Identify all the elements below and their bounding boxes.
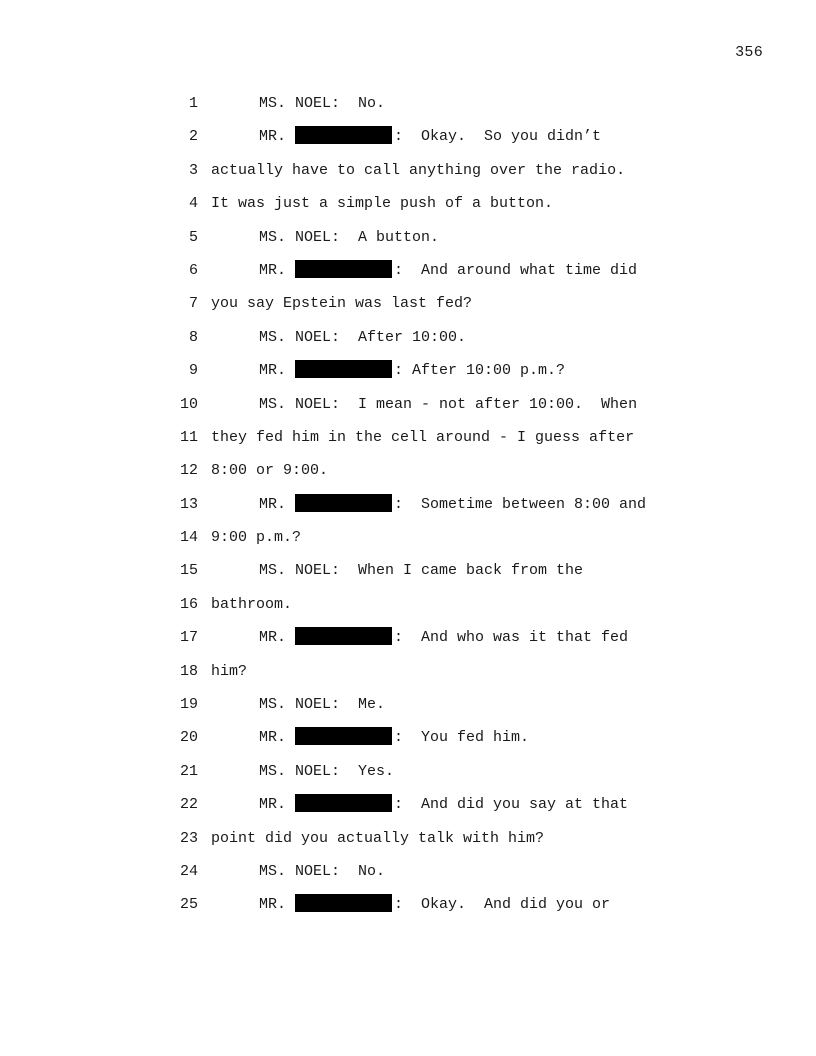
line-content: : You fed him.	[394, 729, 530, 747]
speaker-label: MS. NOEL:	[259, 395, 341, 413]
line-number: 14	[179, 529, 198, 547]
transcript-line	[0, 621, 816, 654]
line-number: 12	[179, 462, 198, 480]
line-text	[211, 187, 553, 220]
line-content: When I came back from the	[340, 562, 584, 580]
transcript-line	[0, 154, 816, 187]
line-number: 17	[179, 629, 198, 647]
line-number: 8	[188, 328, 198, 346]
line-number: 9	[188, 362, 198, 380]
redaction-block	[295, 360, 392, 378]
line-number: 6	[188, 261, 198, 279]
line-content: Yes.	[340, 762, 395, 780]
line-content: : Sometime between 8:00 and	[394, 495, 647, 513]
transcript-line	[0, 655, 816, 688]
line-content: 8:00 or 9:00.	[211, 462, 329, 480]
line-text	[211, 421, 634, 454]
line-content: It was just a simple push of a button.	[211, 195, 554, 213]
line-content: No.	[340, 95, 386, 112]
line-text	[211, 120, 601, 153]
line-number: 7	[188, 295, 198, 313]
line-content: bathroom.	[211, 595, 293, 613]
speaker-label: MR.	[259, 629, 287, 647]
speaker-label: MS. NOEL:	[259, 228, 341, 246]
line-number: 20	[179, 729, 198, 747]
line-content: : And around what time did	[394, 261, 638, 279]
line-number: 19	[179, 696, 198, 714]
redaction-block	[295, 126, 392, 144]
line-text	[211, 721, 529, 754]
transcript-line	[0, 688, 816, 721]
speaker-label: MR.	[259, 896, 287, 914]
line-content: : After 10:00 p.m.?	[394, 362, 566, 380]
transcript-line	[0, 554, 816, 587]
line-number: 1	[188, 95, 198, 112]
transcript-line	[0, 254, 816, 287]
transcript-line	[0, 454, 816, 487]
transcript-line	[0, 521, 816, 554]
transcript-line	[0, 187, 816, 220]
transcript-line	[0, 287, 816, 320]
redaction-block	[295, 794, 392, 812]
line-number: 21	[179, 762, 198, 780]
line-text	[211, 855, 385, 888]
line-content: : Okay. So you didn’t	[394, 128, 602, 146]
line-text	[211, 287, 472, 320]
line-number: 5	[188, 228, 198, 246]
line-content: After 10:00.	[340, 328, 467, 346]
speaker-label: MR.	[259, 261, 287, 279]
line-text	[211, 822, 544, 855]
line-content: actually have to call anything over the radio.	[211, 161, 626, 179]
line-number: 3	[188, 161, 198, 179]
line-content: you say Epstein was last fed?	[211, 295, 473, 313]
line-number: 2	[188, 128, 198, 146]
line-text	[211, 554, 583, 587]
line-text	[211, 454, 328, 487]
redaction-block	[295, 494, 392, 512]
transcript-line	[0, 120, 816, 153]
line-text	[211, 388, 637, 421]
transcript-line	[0, 488, 816, 521]
transcript-body	[0, 87, 816, 922]
line-number: 18	[179, 662, 198, 680]
line-content: : Okay. And did you or	[394, 896, 611, 914]
line-content: No.	[340, 862, 386, 880]
speaker-label: MS. NOEL:	[259, 95, 341, 112]
line-text	[211, 254, 637, 287]
line-text	[211, 888, 610, 921]
line-text	[211, 621, 628, 654]
line-text	[211, 354, 565, 387]
transcript-line	[0, 588, 816, 621]
line-text	[211, 688, 385, 721]
redaction-block	[295, 894, 392, 912]
transcript-line	[0, 788, 816, 821]
line-number: 4	[188, 195, 198, 213]
speaker-label: MR.	[259, 128, 287, 146]
transcript-line	[0, 221, 816, 254]
line-number: 16	[179, 595, 198, 613]
speaker-label: MS. NOEL:	[259, 562, 341, 580]
line-text	[211, 87, 385, 120]
line-number: 25	[179, 896, 198, 914]
line-content: him?	[211, 662, 248, 680]
transcript-line	[0, 855, 816, 888]
line-content: point did you actually talk with him?	[211, 829, 545, 847]
transcript-line	[0, 388, 816, 421]
line-text	[211, 655, 247, 688]
transcript-line	[0, 421, 816, 454]
line-number: 11	[179, 428, 198, 446]
line-number: 10	[179, 395, 198, 413]
speaker-label: MS. NOEL:	[259, 762, 341, 780]
line-number: 22	[179, 796, 198, 814]
line-text	[211, 488, 646, 521]
transcript-line	[0, 822, 816, 855]
line-number: 24	[179, 862, 198, 880]
line-text	[211, 755, 394, 788]
line-content: they fed him in the cell around - I guess after	[211, 428, 635, 446]
transcript-line	[0, 87, 816, 120]
line-content: 9:00 p.m.?	[211, 529, 302, 547]
speaker-label: MR.	[259, 495, 287, 513]
redaction-block	[295, 260, 392, 278]
line-content: : And did you say at that	[394, 796, 629, 814]
transcript-line	[0, 321, 816, 354]
line-content: : And who was it that fed	[394, 629, 629, 647]
line-content: A button.	[340, 228, 440, 246]
transcript-line	[0, 755, 816, 788]
speaker-label: MR.	[259, 729, 287, 747]
line-content: Me.	[340, 696, 386, 714]
redaction-block	[295, 627, 392, 645]
speaker-label: MR.	[259, 362, 287, 380]
line-text	[211, 154, 625, 187]
speaker-label: MS. NOEL:	[259, 862, 341, 880]
transcript-line	[0, 888, 816, 921]
line-text	[211, 321, 466, 354]
line-text	[211, 521, 301, 554]
line-text	[211, 588, 292, 621]
transcript-line	[0, 721, 816, 754]
line-number: 23	[179, 829, 198, 847]
redaction-block	[295, 727, 392, 745]
line-text	[211, 788, 628, 821]
speaker-label: MR.	[259, 796, 287, 814]
page-number: 356	[735, 44, 763, 61]
speaker-label: MS. NOEL:	[259, 328, 341, 346]
speaker-label: MS. NOEL:	[259, 696, 341, 714]
line-number: 13	[179, 495, 198, 513]
line-number: 15	[179, 562, 198, 580]
line-content: I mean - not after 10:00. When	[340, 395, 638, 413]
line-text	[211, 221, 439, 254]
transcript-line	[0, 354, 816, 387]
